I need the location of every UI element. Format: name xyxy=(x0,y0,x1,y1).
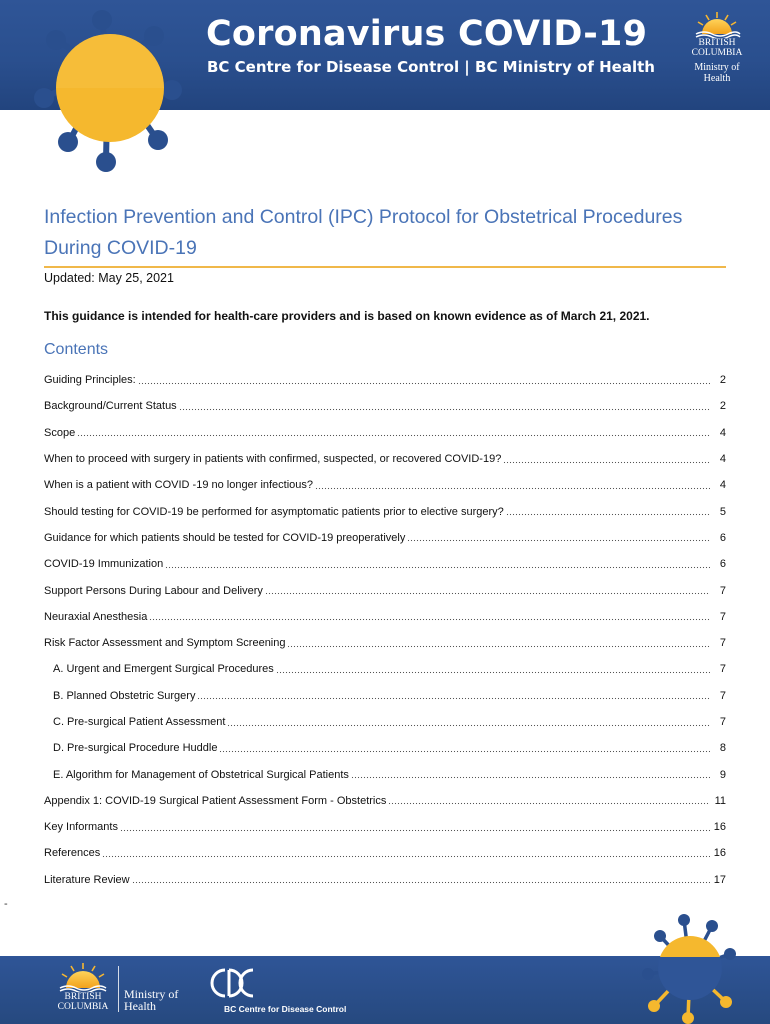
toc-entry[interactable] xyxy=(44,472,726,498)
toc-leader-dots xyxy=(388,796,710,805)
toc-leader-dots xyxy=(276,665,710,674)
toc-leader-dots xyxy=(351,770,710,779)
toc-entry[interactable] xyxy=(44,367,726,393)
document-title: Infection Prevention and Control (IPC) Protocol for Obstetrical Procedures During COVID-19 xyxy=(44,206,683,259)
toc-leader-dots xyxy=(165,560,710,569)
toc-entry-label: Guiding Principles: xyxy=(44,374,136,387)
toc-entry[interactable] xyxy=(44,761,726,787)
toc-leader-dots xyxy=(503,455,710,464)
table-of-contents xyxy=(44,367,726,893)
bc-logo-text: BRITISH COLUMBIA xyxy=(691,38,743,58)
sun-icon xyxy=(682,8,752,38)
toc-leader-dots xyxy=(132,875,710,884)
toc-entry-page: 7 xyxy=(719,663,726,676)
toc-leader-dots xyxy=(506,507,710,516)
toc-entry[interactable] xyxy=(44,814,726,840)
toc-entry-page: 17 xyxy=(713,873,726,886)
toc-entry-label: Scope xyxy=(44,426,76,439)
toc-entry-page: 4 xyxy=(719,453,726,466)
toc-leader-dots xyxy=(287,639,710,648)
toc-entry-page: 16 xyxy=(713,847,726,860)
toc-leader-dots xyxy=(197,691,710,700)
toc-leader-dots xyxy=(179,402,710,411)
toc-entry[interactable] xyxy=(44,840,726,866)
toc-entry[interactable] xyxy=(44,604,726,630)
toc-entry-label: References xyxy=(44,847,101,860)
toc-entry-label: Risk Factor Assessment and Symptom Screening xyxy=(44,637,286,650)
toc-leader-dots xyxy=(407,533,710,542)
toc-entry-label: D. Pre-surgical Procedure Huddle xyxy=(53,742,218,755)
toc-leader-dots xyxy=(120,823,710,832)
toc-entry-page: 7 xyxy=(719,689,726,702)
toc-entry-label: E. Algorithm for Management of Obstetrical Surgical Patients xyxy=(53,768,349,781)
toc-entry[interactable] xyxy=(44,788,726,814)
toc-entry-label: Appendix 1: COVID-19 Surgical Patient Assessment Form - Obstetrics xyxy=(44,794,387,807)
toc-entry-label: A. Urgent and Emergent Surgical Procedures xyxy=(53,663,274,676)
toc-entry-label: COVID-19 Immunization xyxy=(44,558,164,571)
toc-entry-page: 7 xyxy=(719,637,726,650)
toc-entry-page: 11 xyxy=(714,794,726,807)
toc-entry[interactable] xyxy=(44,577,726,603)
toc-entry-page: 4 xyxy=(719,479,726,492)
toc-entry-page: 6 xyxy=(719,531,726,544)
toc-leader-dots xyxy=(102,849,710,858)
toc-entry[interactable] xyxy=(44,446,726,472)
bc-footer-logo-text: BRITISH COLUMBIA xyxy=(57,992,109,1012)
toc-entry-label: C. Pre-surgical Patient Assessment xyxy=(53,716,226,728)
guidance-statement: This guidance is intended for health-care providers and is based on known evidence as of March 21, 2021. xyxy=(44,309,650,323)
toc-entry-page: 2 xyxy=(719,400,726,413)
bc-government-footer-logo xyxy=(48,960,118,1020)
toc-leader-dots xyxy=(219,744,710,753)
ministry-of-health-text: Ministry of Health xyxy=(694,62,740,84)
toc-entry-page: 2 xyxy=(719,374,726,387)
toc-entry[interactable] xyxy=(44,656,726,682)
bc-government-logo xyxy=(682,8,752,92)
toc-entry-label: Background/Current Status xyxy=(44,400,177,413)
footer-divider xyxy=(118,966,119,1012)
toc-entry-label: Support Persons During Labour and Delivery xyxy=(44,584,263,597)
bccdc-logo-icon xyxy=(205,966,257,1000)
toc-entry[interactable] xyxy=(44,683,726,709)
header-subtitle: BC Centre for Disease Control | BC Ministry of Health xyxy=(207,58,655,76)
toc-entry-label: When is a patient with COVID -19 no longer infectious? xyxy=(44,479,314,492)
toc-entry[interactable] xyxy=(44,420,726,446)
toc-entry-page: 16 xyxy=(713,821,726,834)
contents-heading: Contents xyxy=(44,341,109,358)
toc-entry-label: B. Planned Obstetric Surgery xyxy=(53,689,196,702)
toc-leader-dots xyxy=(227,718,710,727)
footer-ministry-text: Ministry of Health xyxy=(124,987,179,1013)
toc-entry-label: Should testing for COVID-19 be performed for asymptomatic patients prior to elective surgery? xyxy=(44,505,504,518)
toc-entry[interactable] xyxy=(44,393,726,419)
toc-entry[interactable] xyxy=(44,498,726,524)
toc-leader-dots xyxy=(149,612,710,621)
title-divider xyxy=(44,266,726,268)
updated-date: Updated: May 25, 2021 xyxy=(44,271,174,285)
coronavirus-icon xyxy=(30,0,210,180)
toc-entry[interactable] xyxy=(44,525,726,551)
toc-entry-label: Key Informants xyxy=(44,821,118,834)
toc-entry-label: When to proceed with surgery in patients with confirmed, suspected, or recovered COVID-19? xyxy=(44,453,502,466)
toc-entry-page: 4 xyxy=(719,426,726,439)
toc-entry-label: Guidance for which patients should be tested for COVID-19 preoperatively xyxy=(44,531,406,544)
toc-entry[interactable] xyxy=(44,709,726,735)
toc-entry-label: Literature Review xyxy=(44,873,130,886)
toc-entry-label: Neuraxial Anesthesia xyxy=(44,610,148,623)
toc-entry-page: 7 xyxy=(719,716,726,728)
toc-leader-dots xyxy=(138,376,710,385)
sun-icon xyxy=(48,960,118,992)
toc-entry[interactable] xyxy=(44,867,726,893)
toc-entry-page: 6 xyxy=(719,558,726,571)
coronavirus-small-icon xyxy=(640,912,740,1024)
toc-entry-page: 7 xyxy=(719,584,726,597)
toc-leader-dots xyxy=(77,428,710,437)
toc-leader-dots xyxy=(265,586,710,595)
toc-entry-page: 5 xyxy=(719,505,726,518)
toc-entry[interactable] xyxy=(44,630,726,656)
header-title: Coronavirus COVID-19 xyxy=(206,14,648,54)
toc-entry[interactable] xyxy=(44,551,726,577)
toc-entry-page: 9 xyxy=(719,768,726,781)
bccdc-logo-text: BC Centre for Disease Control xyxy=(224,1004,347,1014)
stray-mark: - xyxy=(4,898,8,910)
toc-entry[interactable] xyxy=(44,735,726,761)
toc-entry-page: 8 xyxy=(719,742,726,755)
toc-entry-page: 7 xyxy=(719,610,726,623)
toc-leader-dots xyxy=(315,481,710,490)
